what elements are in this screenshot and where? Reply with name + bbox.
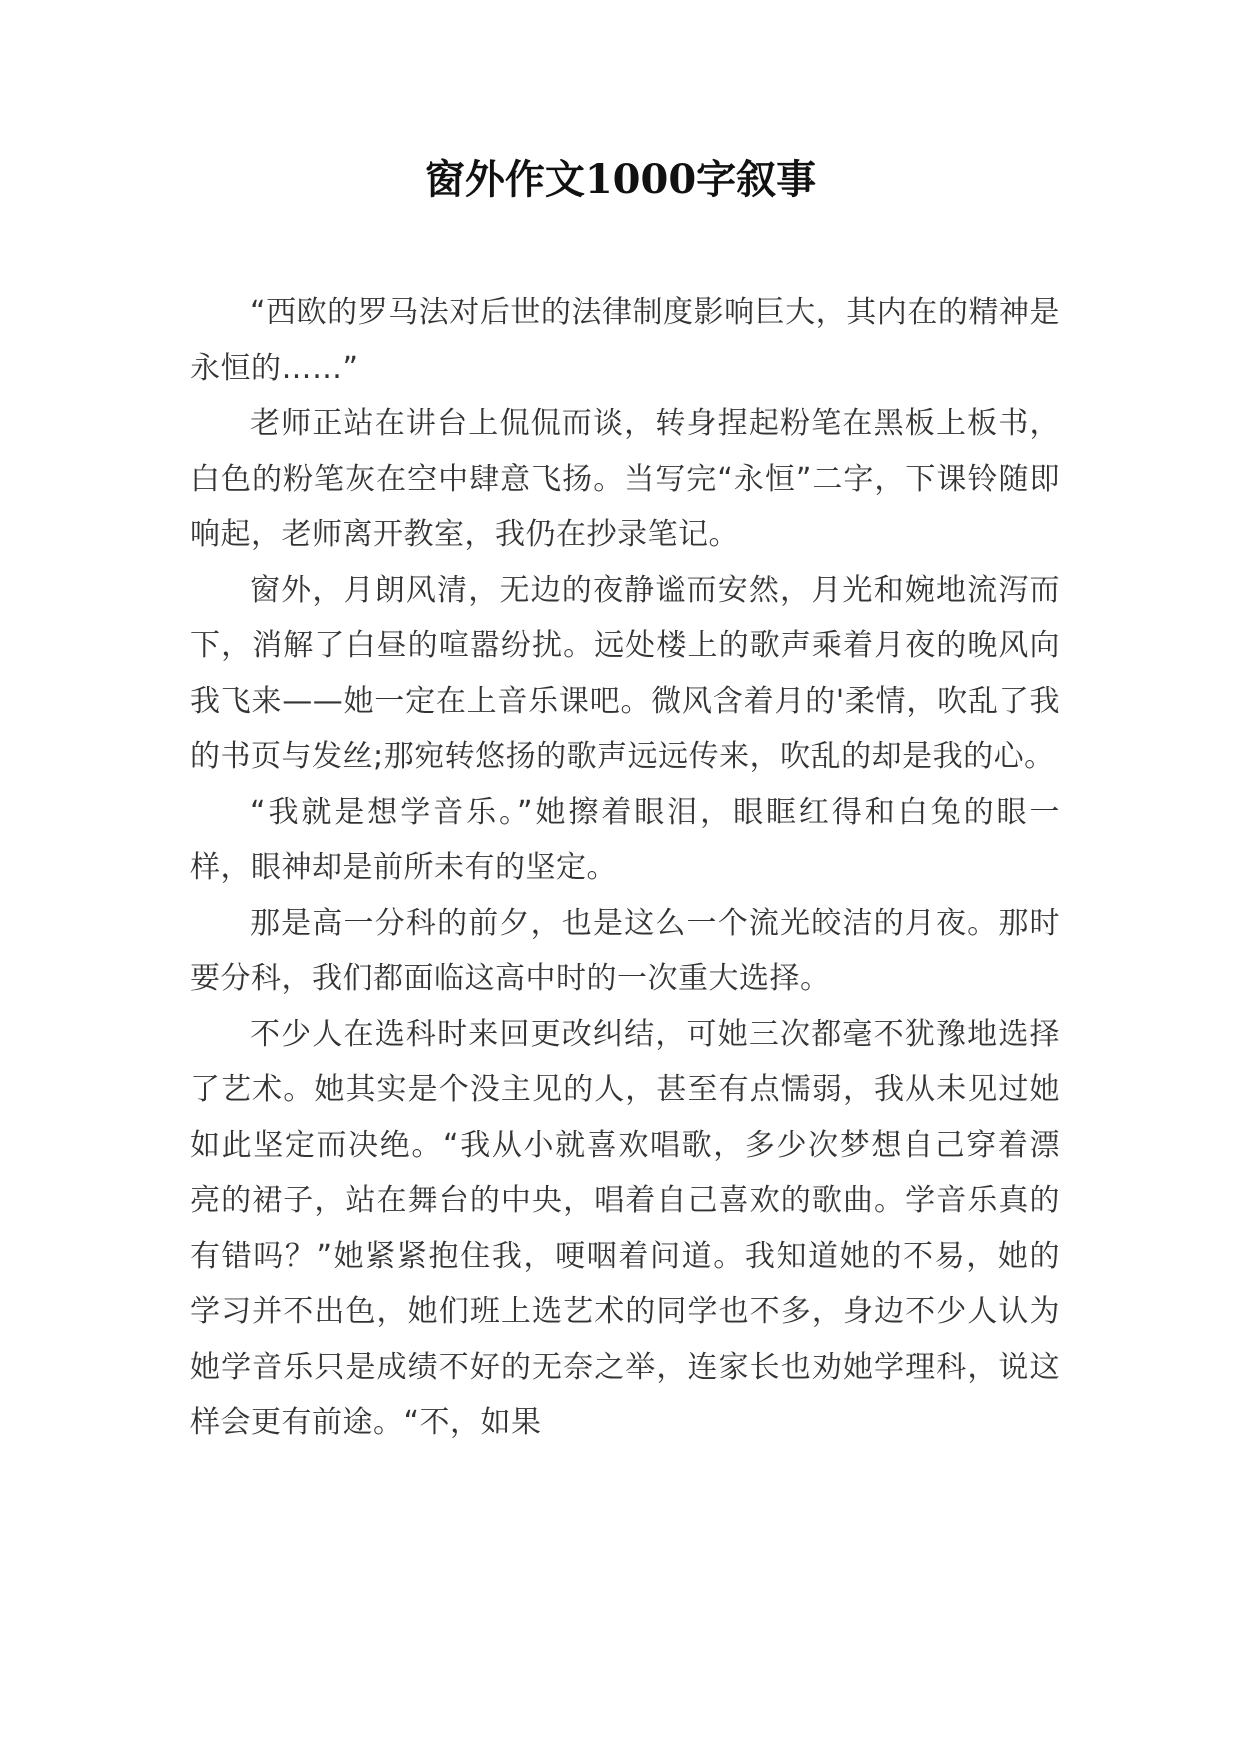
document-body: [190, 285, 1060, 1451]
paragraph: “我就是想学音乐。”她擦着眼泪，眼眶红得和白兔的眼一样，眼神却是前所未有的坚定。: [190, 794, 1060, 885]
paragraph: 那是高一分科的前夕，也是这么一个流光皎洁的月夜。那时要分科，我们都面临这高中时的一次重大选择。: [190, 905, 1060, 996]
paragraph: 不少人在选科时来回更改纠结，可她三次都毫不犹豫地选择了艺术。她其实是个没主见的人，甚至有点懦弱，我从未见过她如此坚定而决绝。“我从小就喜欢唱歌，多少次梦想自己穿着漂亮的裙子，站在舞台的中央，唱着自己喜欢的歌曲。学音乐真的有错吗？”她紧紧抱住我，哽咽着问道。我知道她的不易，她的学习并不出色，她们班上选艺术的同学也不多，身边不少人认为她学音乐只是成绩不好的无奈之举，连家长也劝她学理科，说这样会更有前途。“不，如果: [190, 1016, 1060, 1440]
paragraph: 老师正站在讲台上侃侃而谈，转身捏起粉笔在黑板上板书，白色的粉笔灰在空中肆意飞扬。当写完“永恒”二字，下课铃随即响起，老师离开教室，我仍在抄录笔记。: [190, 406, 1060, 552]
paragraph: 窗外，月朗风清，无边的夜静谧而安然，月光和婉地流泻而下，消解了白昼的喧嚣纷扰。远处楼上的歌声乘着月夜的晚风向我飞来——她一定在上音乐课吧。微风含着月的'柔情，吹乱了我的书页与发丝;那宛转悠扬的歌声远远传来，吹乱的却是我的心。: [190, 572, 1060, 774]
document-title: 窗外作文1000字叙事: [424, 156, 817, 203]
paragraph: “西欧的罗马法对后世的法律制度影响巨大，其内在的精神是永恒的……”: [190, 295, 1060, 386]
